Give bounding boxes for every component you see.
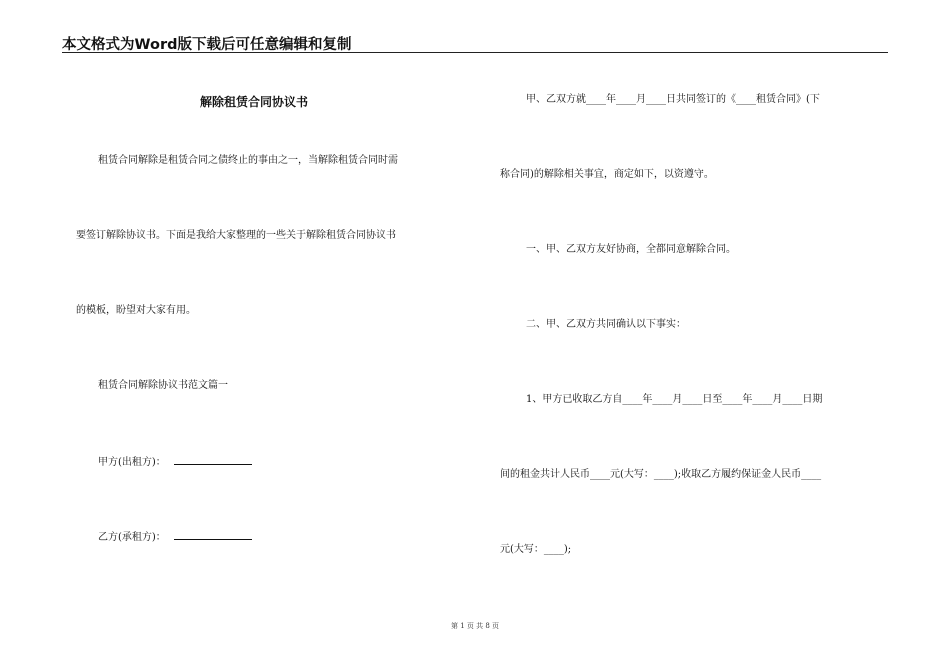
paragraph-line: 称合同)的解除相关事宜，商定如下，以资遵守。	[500, 169, 714, 180]
party-b-row	[98, 529, 252, 545]
paragraph-line: 的模板，盼望对大家有用。	[76, 305, 196, 316]
paragraph-line: 租赁合同解除是租赁合同之债终止的事由之一，当解除租赁合同时需	[98, 155, 398, 166]
header-divider	[62, 52, 888, 53]
download-banner: 本文格式为Word版下载后可任意编辑和复制	[62, 37, 352, 53]
paragraph-line: 要签订解除协议书。下面是我给大家整理的一些关于解除租赁合同协议书	[76, 230, 396, 241]
page-footer: 第 1 页 共 8 页	[450, 622, 500, 630]
clause-line: 二、甲、乙双方共同确认以下事实：	[526, 319, 686, 330]
party-a-row	[98, 454, 252, 470]
clause-line: 1、甲方已收取乙方自____年____月____日至____年____月____日期	[526, 394, 823, 405]
paragraph-line: 间的租金共计人民币____元(大写：____);收取乙方履约保证金人民币____	[500, 469, 822, 480]
party-a-label: 甲方(出租方)：	[98, 457, 166, 468]
party-a-blank	[174, 454, 252, 465]
party-b-label: 乙方(承租方)：	[98, 532, 166, 543]
clause-line: 一、甲、乙双方友好协商，全都同意解除合同。	[526, 244, 736, 255]
paragraph-line: 甲、乙双方就____年____月____日共同签订的《____租赁合同》(下	[526, 94, 820, 105]
paragraph-line: 元(大写：____);	[500, 544, 572, 555]
party-b-blank	[174, 529, 252, 540]
section-heading: 租赁合同解除协议书范文篇一	[98, 380, 228, 391]
document-title: 解除租赁合同协议书	[200, 95, 309, 109]
